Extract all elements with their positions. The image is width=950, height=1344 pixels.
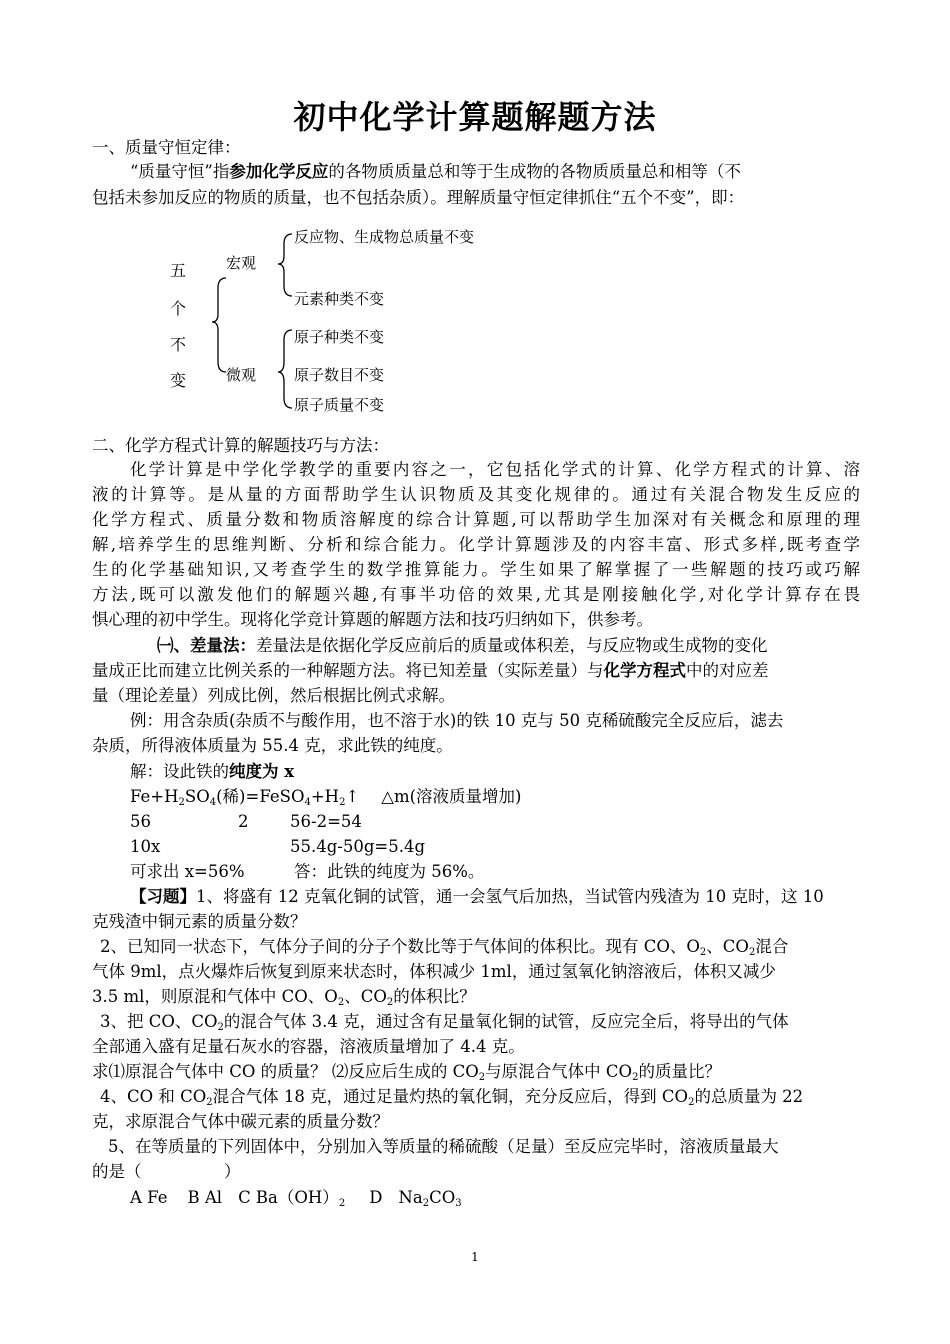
ratio-value: 55.4g-50g=5.4g — [290, 837, 426, 856]
exercise-2-line-2: 气体 9ml，点火爆炸后恢复到原来状态时，体积减少 1ml，通过氢氧化钠溶液后，体积又减少 — [92, 962, 776, 981]
exercise-5-options — [130, 1186, 462, 1210]
page-title: 初中化学计算题解题方法 — [293, 98, 657, 136]
method-1-line-3: 量（理论差量）列成比例，然后根据比例式求解。 — [92, 686, 455, 705]
text-run: ↑ — [345, 787, 360, 806]
text-run: 差量法是依据化学反应前后的质量或体积差，与反应物或生成物的变化 — [256, 636, 768, 655]
ratio-row-1 — [130, 810, 362, 834]
ratio-row-2 — [130, 835, 425, 859]
method-1-heading: ㈠、差量法： — [157, 636, 256, 655]
text-run: “质量守恒”指 — [130, 162, 230, 181]
subscript: 2 — [178, 797, 185, 808]
subscript: 2 — [699, 947, 707, 958]
ratio-value: 56-2=54 — [290, 812, 362, 831]
text-run: 混合气体 18 克，通过足量灼热的氧化铜，充分反应后，得到 CO — [212, 1087, 689, 1106]
five-invariants-diagram — [160, 222, 560, 422]
exercise-1-line-2: 克残渣中铜元素的质量分数？ — [92, 912, 307, 931]
section-2-para-line: 解,培养学生的思维判断、分析和综合能力。化学计算题涉及的内容丰富、形式多样,既考查学 — [92, 535, 860, 554]
macro-item: 元素种类不变 — [294, 290, 385, 308]
text-run: Fe+H — [130, 787, 179, 806]
text-run: 的混合气体 3.4 克，通过含有足量氧化铜的试管，反应完全后，将导出的气体 — [223, 1012, 789, 1031]
text-run: 、CO — [706, 937, 749, 956]
section-2-para-line: 化学计算是中学化学教学的重要内容之一，它包括化学式的计算、化学方程式的计算、溶 — [130, 460, 860, 479]
section-2-para-line: 生的化学基础知识,又考查学生的数学推算能力。学生如果了解掌握了一些解题的技巧或巧解 — [92, 560, 860, 579]
micro-item: 原子数目不变 — [294, 366, 385, 384]
exercise-3-line-1 — [100, 1010, 789, 1034]
text-run: 2、已知同一状态下，气体分子间的分子个数比等于气体间的体积比。现有 CO、O — [100, 937, 700, 956]
diagram-char: 变 — [170, 371, 187, 390]
exercise-3-line-3 — [92, 1060, 721, 1084]
bold-term: 纯度为 x — [229, 762, 295, 781]
brace-lines — [160, 222, 560, 422]
text-run: 1、将盛有 12 克氧化铜的试管，通一会氢气后加热，当试管内残渣为 10 克时，这 10 — [196, 887, 824, 906]
exercise-3-line-2: 全部通入盛有足量石灰水的容器，溶液质量增加了 4.4 克。 — [92, 1037, 525, 1056]
subscript: 4 — [304, 797, 311, 808]
subscript: 4 — [209, 797, 217, 808]
macro-brace — [278, 234, 292, 296]
option-d: D — [369, 1188, 383, 1207]
text-run: +H — [310, 787, 340, 806]
example-line-2: 杂质，所得液体质量为 55.4 克，求此铁的纯度。 — [92, 736, 453, 755]
text-run: 的各物质质量总和等于生成物的各物质质量总和相等（不 — [328, 162, 741, 181]
method-1-line-1 — [157, 634, 768, 658]
chemical-equation — [130, 785, 521, 809]
subscript: 2 — [632, 1072, 639, 1083]
option-b: B Al — [187, 1188, 223, 1207]
section-1-heading: 一、质量守恒定律： — [92, 138, 241, 157]
ratio-value: 56 — [130, 812, 151, 831]
subscript: 2 — [478, 1072, 486, 1083]
subscript: 2 — [217, 1022, 224, 1033]
section-2-para-line: 化学方程式、质量分数和物质溶解度的综合计算题,可以帮助学生加深对有关概念和原理的理 — [92, 510, 860, 529]
subscript: 2 — [386, 997, 394, 1008]
answer-line — [130, 860, 484, 884]
section-2-para-line: 方法,既可以激发他们的解题兴趣,有事半功倍的效果,尤其是刚接触化学,对化学计算存在畏 — [92, 585, 860, 604]
exercise-5-line-1: 5、在等质量的下列固体中，分别加入等质量的稀硫酸（足量）至反应完毕时，溶液质量最大 — [108, 1137, 779, 1156]
section-1-para-line-2: 包括未参加反应的物质的质量，也不包括杂质）。理解质量守恒定律抓住“五个不变”，即： — [92, 188, 745, 207]
diagram-char: 五 — [170, 261, 187, 280]
text-run: 4、CO 和 CO — [100, 1087, 207, 1106]
text-run: 的体积比？ — [393, 987, 476, 1006]
subscript: 2 — [748, 947, 756, 958]
section-2-para-line: 惧心理的初中学生。现将化学竞计算题的解题方法和技巧归纳如下，供参考。 — [92, 610, 653, 629]
bold-term: 参加化学反应 — [229, 162, 329, 181]
option-a: A Fe — [130, 1188, 168, 1207]
text-run: 量成正比而建立比例关系的一种解题方法。将已知差量（实际差量）与 — [92, 661, 604, 680]
example-line-1: 例：用含杂质(杂质不与酸作用，也不溶于水)的铁 10 克与 50 克稀硫酸完全反应后，滤去 — [130, 711, 784, 730]
section-2-para-line: 液的计算等。是从量的方面帮助学生认识物质及其变化规律的。通过有关混合物发生反应的 — [92, 485, 860, 504]
ratio-value: 2 — [238, 812, 249, 831]
macro-item: 反应物、生成物总质量不变 — [294, 228, 475, 246]
text-run: Na — [398, 1188, 423, 1207]
ratio-value: 10x — [130, 837, 161, 856]
exercise-tag: 【习题】 — [130, 887, 196, 906]
text-run: 中的对应差 — [686, 661, 769, 680]
option-c: C Ba（OH） — [238, 1188, 339, 1207]
text-run: 混合 — [755, 937, 789, 956]
section-1-para-line-1 — [130, 160, 741, 184]
text-run: △m(溶液质量增加) — [381, 787, 522, 806]
solution-line — [130, 760, 294, 784]
text-run: 3.5 ml，则原混和气体中 CO、O — [92, 987, 338, 1006]
subscript: 2 — [688, 1097, 695, 1108]
text-run: 、CO — [344, 987, 387, 1006]
exercise-2-line-3 — [92, 985, 476, 1009]
diagram-char: 不 — [170, 335, 187, 354]
exercise-5-line-2: 的是（ ） — [92, 1162, 241, 1181]
text-run: 与原混合气体中 CO — [485, 1062, 633, 1081]
outer-brace — [212, 278, 226, 372]
section-2-heading: 二、化学方程式计算的解题技巧与方法： — [92, 436, 389, 455]
macro-label: 宏观 — [226, 254, 257, 272]
bold-term: 化学方程式 — [603, 661, 686, 680]
exercise-1-line-1 — [130, 885, 824, 909]
micro-item: 原子质量不变 — [294, 396, 385, 414]
subscript: 2 — [422, 1198, 430, 1209]
subscript: 2 — [339, 797, 346, 808]
text-run: 的质量比？ — [638, 1062, 721, 1081]
diagram-char: 个 — [170, 299, 187, 318]
exercise-4-line-2: 克，求原混合气体中碳元素的质量分数？ — [92, 1112, 389, 1131]
text-run: 解：设此铁的 — [130, 762, 229, 781]
answer-text: 答：此铁的纯度为 56%。 — [294, 862, 485, 881]
subscript: 3 — [455, 1198, 462, 1209]
exercise-2-line-1 — [100, 935, 788, 959]
text-run: 的总质量为 22 — [694, 1087, 804, 1106]
text-run: 3、把 CO、CO — [100, 1012, 218, 1031]
micro-label: 微观 — [226, 366, 257, 384]
text-run: SO — [184, 787, 210, 806]
micro-item: 原子种类不变 — [294, 328, 385, 346]
text-run: (稀)=FeSO — [216, 787, 305, 806]
subscript: 2 — [338, 1198, 346, 1209]
page-number: 1 — [471, 1250, 479, 1264]
answer-result: 可求出 x=56% — [130, 862, 245, 881]
micro-brace — [278, 330, 292, 408]
text-run: CO — [429, 1188, 456, 1207]
subscript: 2 — [206, 1097, 213, 1108]
text-run: 求⑴原混合气体中 CO 的质量？ ⑵反应后生成的 CO — [92, 1062, 479, 1081]
subscript: 2 — [337, 997, 345, 1008]
exercise-4-line-1 — [100, 1085, 803, 1109]
method-1-line-2 — [92, 659, 769, 683]
